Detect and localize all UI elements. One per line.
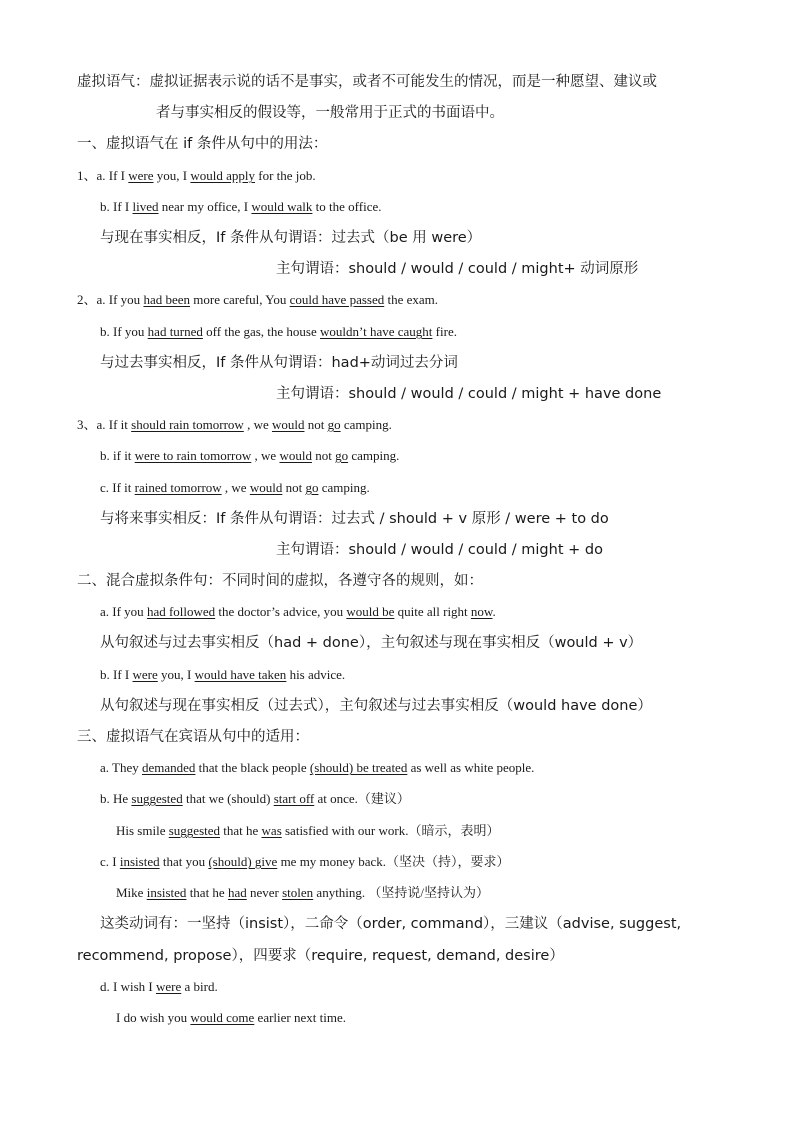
- text-segment: , we: [221, 480, 250, 495]
- underlined-phrase: wouldn’t have caught: [320, 324, 433, 339]
- text-segment: 主句谓语：should / would / could / might + have done: [276, 386, 662, 402]
- text-line: [77, 727, 309, 747]
- text-segment: off the gas, the house: [202, 324, 321, 339]
- text-line: [276, 384, 661, 404]
- underlined-phrase: would come: [190, 1010, 255, 1025]
- underlined-phrase: were to rain tomorrow: [134, 448, 252, 463]
- text-line: [100, 633, 642, 653]
- text-segment: 者与事实相反的假设等，一般常用于正式的书面语中。: [156, 105, 504, 121]
- text-segment: b. If I: [100, 199, 133, 214]
- text-segment: never: [246, 885, 283, 900]
- underlined-phrase: (should) be treated: [309, 760, 408, 775]
- text-line: [77, 166, 316, 186]
- text-segment: Mike: [116, 885, 147, 900]
- text-segment: 虚拟语气：虚拟证据表示说的话不是事实，或者不可能发生的情况，而是一种愿望、建议或: [77, 74, 657, 90]
- text-segment: not: [311, 448, 336, 463]
- text-segment: b. If you: [100, 324, 148, 339]
- text-line: [116, 883, 489, 903]
- text-segment: you, I: [157, 667, 195, 682]
- text-line: [100, 322, 457, 342]
- text-segment: that we (should): [182, 791, 274, 806]
- text-line: [100, 977, 218, 997]
- underlined-phrase: (should) give: [208, 854, 278, 869]
- underlined-phrase: would be: [346, 604, 395, 619]
- text-segment: as well as white people.: [407, 760, 535, 775]
- text-line: [100, 446, 399, 466]
- text-segment: 从句叙述与现在事实相反（过去式），主句叙述与过去事实相反（would have done）: [100, 698, 652, 714]
- text-segment: earlier next time.: [254, 1010, 346, 1025]
- text-segment: 从句叙述与过去事实相反（had + done），主句叙述与现在事实相反（would + v）: [100, 635, 643, 651]
- text-segment: the exam.: [384, 292, 439, 307]
- text-segment: that he: [220, 823, 262, 838]
- underlined-phrase: had been: [143, 292, 190, 307]
- text-segment: , we: [251, 448, 280, 463]
- text-segment: near my office, I: [158, 199, 252, 214]
- text-segment: b. If I: [100, 667, 133, 682]
- text-segment: me my money back.（坚决（持），要求）: [277, 854, 510, 869]
- underlined-phrase: should rain tomorrow: [131, 417, 244, 432]
- text-line: [77, 290, 438, 310]
- text-segment: to the office.: [312, 199, 382, 214]
- underlined-phrase: rained tomorrow: [134, 480, 222, 495]
- underlined-phrase: insisted: [146, 885, 187, 900]
- text-segment: .: [492, 604, 496, 619]
- text-segment: that the black people: [195, 760, 310, 775]
- text-line: [100, 665, 345, 685]
- underlined-phrase: was: [261, 823, 282, 838]
- text-line: [100, 197, 382, 217]
- text-segment: a. They: [100, 760, 142, 775]
- text-segment: that he: [186, 885, 228, 900]
- underlined-phrase: were: [132, 667, 158, 682]
- text-line: [100, 914, 681, 934]
- underlined-phrase: suggested: [131, 791, 183, 806]
- text-segment: a bird.: [181, 979, 218, 994]
- text-segment: camping.: [318, 480, 370, 495]
- text-segment: camping.: [348, 448, 400, 463]
- underlined-phrase: had followed: [146, 604, 216, 619]
- text-line: [100, 852, 509, 872]
- text-line: [77, 134, 327, 154]
- text-segment: , we: [243, 417, 272, 432]
- underlined-phrase: would: [279, 448, 312, 463]
- text-segment: anything. （坚持说/坚持认为）: [313, 885, 490, 900]
- underlined-phrase: lived: [132, 199, 159, 214]
- underlined-phrase: would walk: [251, 199, 313, 214]
- text-segment: 二、混合虚拟条件句：不同时间的虚拟，各遵守各的规则，如：: [77, 573, 483, 589]
- text-segment: I do wish you: [116, 1010, 191, 1025]
- text-line: [77, 72, 657, 92]
- text-segment: c. I: [100, 854, 120, 869]
- text-line: [77, 415, 392, 435]
- text-segment: 与将来事实相反：If 条件从句谓语：过去式 / should + v 原形 / were + to do: [100, 511, 609, 527]
- underlined-phrase: stolen: [282, 885, 314, 900]
- text-segment: 这类动词有：一坚持（insist），二命令（order, command），三建议（advise, suggest,: [100, 916, 682, 932]
- text-segment: 一、虚拟语气在 if 条件从句中的用法：: [77, 136, 328, 152]
- text-line: [100, 228, 481, 248]
- text-segment: his advice.: [286, 667, 346, 682]
- text-segment: camping.: [340, 417, 392, 432]
- text-segment: b. if it: [100, 448, 135, 463]
- underlined-phrase: would apply: [190, 168, 256, 183]
- text-segment: recommend, propose），四要求（require, request, demand, desire）: [77, 948, 564, 964]
- text-line: [100, 509, 609, 529]
- underlined-phrase: had: [227, 885, 247, 900]
- text-line: [276, 259, 638, 279]
- text-segment: 与现在事实相反，If 条件从句谓语：过去式（be 用 were）: [100, 230, 482, 246]
- text-segment: the doctor’s advice, you: [215, 604, 347, 619]
- underlined-phrase: would have taken: [194, 667, 287, 682]
- text-line: [100, 353, 458, 373]
- underlined-phrase: start off: [273, 791, 315, 806]
- text-segment: 主句谓语：should / would / could / might+ 动词原形: [276, 261, 639, 277]
- underlined-phrase: demanded: [142, 760, 196, 775]
- text-line: [77, 571, 483, 591]
- text-segment: not: [304, 417, 328, 432]
- text-segment: that you: [159, 854, 209, 869]
- underlined-phrase: go: [335, 448, 349, 463]
- text-segment: 主句谓语：should / would / could / might + do: [276, 542, 603, 558]
- text-segment: c. If it: [100, 480, 135, 495]
- underlined-phrase: would: [271, 417, 305, 432]
- text-line: [100, 478, 370, 498]
- text-segment: for the job.: [255, 168, 316, 183]
- text-segment: not: [282, 480, 306, 495]
- text-line: [100, 696, 652, 716]
- underlined-phrase: suggested: [168, 823, 221, 838]
- text-segment: His smile: [116, 823, 169, 838]
- text-segment: more careful, You: [190, 292, 290, 307]
- text-segment: 3、a. If it: [77, 417, 132, 432]
- text-segment: quite all right: [394, 604, 471, 619]
- underlined-phrase: would: [249, 480, 283, 495]
- text-segment: at once.（建议）: [314, 791, 410, 806]
- text-segment: a. If you: [100, 604, 147, 619]
- text-segment: 1、a. If I: [77, 168, 129, 183]
- underlined-phrase: could have passed: [289, 292, 385, 307]
- underlined-phrase: go: [327, 417, 341, 432]
- text-segment: b. He: [100, 791, 132, 806]
- text-segment: 2、a. If you: [77, 292, 144, 307]
- text-line: [100, 758, 534, 778]
- text-segment: 与过去事实相反，If 条件从句谓语：had+动词过去分词: [100, 355, 458, 371]
- text-segment: d. I wish I: [100, 979, 156, 994]
- text-line: [116, 1008, 346, 1028]
- underlined-phrase: now: [470, 604, 493, 619]
- text-line: [77, 946, 564, 966]
- underlined-phrase: go: [305, 480, 319, 495]
- text-line: [156, 103, 504, 123]
- underlined-phrase: insisted: [119, 854, 160, 869]
- text-line: [116, 821, 499, 841]
- underlined-phrase: were: [128, 168, 154, 183]
- text-segment: fire.: [432, 324, 457, 339]
- text-line: [276, 540, 603, 560]
- underlined-phrase: were: [155, 979, 182, 994]
- text-line: [100, 602, 496, 622]
- text-line: [100, 789, 410, 809]
- text-segment: you, I: [153, 168, 191, 183]
- text-segment: 三、虚拟语气在宾语从句中的适用：: [77, 729, 309, 745]
- text-segment: satisfied with our work.（暗示，表明）: [281, 823, 500, 838]
- underlined-phrase: had turned: [147, 324, 203, 339]
